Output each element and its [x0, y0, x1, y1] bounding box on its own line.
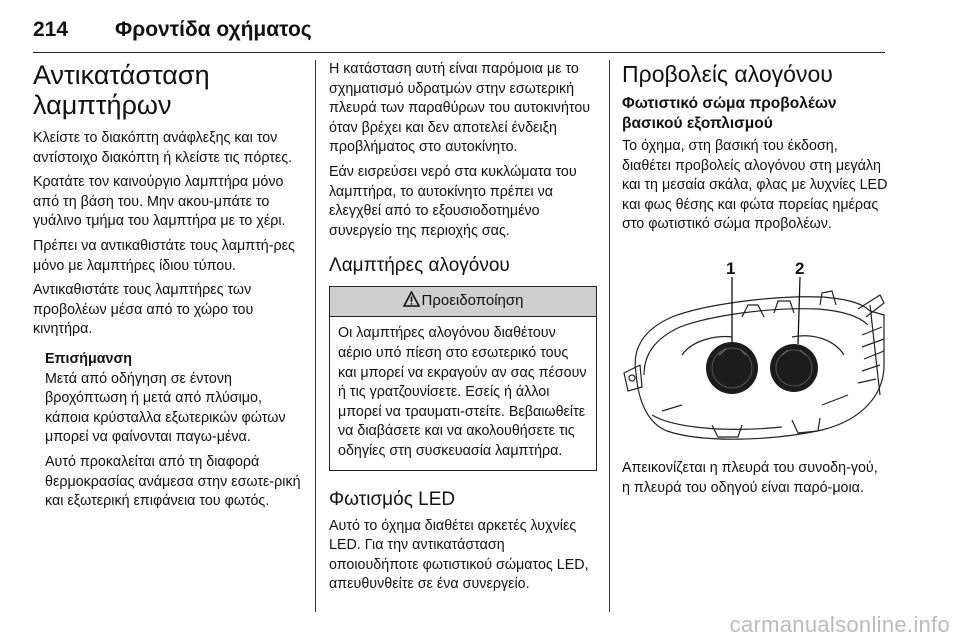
paragraph: Αυτό το όχημα διαθέτει αρκετές λυχνίες LED. Για την αντικατάσταση οποιουδήποτε φωτιστικού σώματος LED, απευθυνθείτε σε ένα συνεργείο.: [329, 517, 589, 593]
headlight-unit-subheading: Φωτιστικό σώμα προβολέων βασικού εξοπλισμού: [622, 95, 837, 132]
warning-box: [329, 286, 597, 470]
halogen-bulbs-heading: Λαμπτήρες αλογόνου: [329, 255, 510, 277]
warning-text: Οι λαμπτήρες αλογόνου διαθέτουν αέριο υπό πίεση στο εσωτερικό τους και μπορεί να εκραγούν αν σας πέσουν ή τις γρατζουνίσετε. Εσείς ή άλλοι μπορεί να τραυματι‐στείτε. Βεβαιωθείτε να διαβάσετε και να ακολουθήσετε τις οδηγίες στη συσκευασία λαμπτήρα.: [338, 325, 587, 459]
column-2: [329, 60, 597, 600]
warning-triangle-icon: [403, 291, 420, 307]
note-paragraph: Μετά από οδήγηση σε έντονη βροχόπτωση ή μετά από πλύσιμο, κάποια κρύσταλλα εξωτερικών φώτων μπορεί να φαίνονται παγω‐μένα.: [45, 370, 286, 446]
paragraph: Κλείστε το διακόπτη ανάφλεξης και τον αντίστοιχο διακόπτη ή κλείστε τις πόρτες.: [33, 130, 293, 166]
figure-caption: Απεικονίζεται η πλευρά του συνοδη‐γού, η πλευρά του οδηγού είναι παρό‐μοια.: [622, 459, 878, 496]
warning-header: [330, 287, 596, 317]
paragraph: Η κατάσταση αυτή είναι παρόμοια με το σχηματισμό υδρατμών στην εσωτερική πλευρά των παραθύρων του αυτοκινήτου όταν βρέχει και δεν αποτελεί ένδειξη προβλήματος στο αυτοκίνητο.: [329, 61, 591, 156]
watermark-text: carmanualsonline.info: [729, 612, 950, 637]
column-3: [622, 60, 888, 503]
paragraph: Πρέπει να αντικαθιστάτε τους λαμπτή‐ρες μόνο με λαμπτήρες ίδιου τύπου.: [33, 237, 295, 274]
column-divider: [609, 60, 610, 612]
callout-label-1: 1: [726, 258, 736, 278]
callout-label-2: 2: [795, 258, 805, 278]
bulb-cap-1: [706, 342, 758, 394]
headlight-figure: [622, 255, 888, 445]
page-number: 214: [33, 18, 69, 41]
bulb-cap-2: [770, 344, 818, 392]
led-lighting-heading: Φωτισμός LED: [329, 488, 456, 510]
halogen-headlights-heading: Προβολείς αλογόνου: [622, 61, 833, 87]
paragraph: Αντικαθιστάτε τους λαμπτήρες των προβολέων μέσα από το χώρο του κινητήρα.: [33, 282, 254, 338]
column-divider: [315, 60, 316, 612]
note-box: [45, 350, 301, 512]
paragraph: Εάν εισρεύσει νερό στα κυκλώματα του λαμπτήρα, το αυτοκίνητο πρέπει να ελεγχθεί από το εξουσιοδοτημένο συνεργείο της περιοχής σας.: [329, 163, 577, 239]
bulb-replacement-heading: Αντικατάσταση λαμπτήρων: [33, 60, 210, 120]
headlight-illustration: [622, 255, 888, 445]
note-paragraph: Αυτό προκαλείται από τη διαφορά θερμοκρασίας ανάμεσα στην εσωτε‐ρική και εξωτερική επιφάνεια του φωτός.: [45, 453, 301, 510]
note-title: Επισήμανση: [45, 350, 132, 367]
column-1: [33, 60, 301, 517]
paragraph: Κρατάτε τον καινούργιο λαμπτήρα μόνο από τη βάση του. Μην ακου‐μπάτε το γυάλινο τμήμα του λαμπτήρα με το χέρι.: [33, 174, 286, 230]
page-header: [33, 18, 885, 53]
paragraph: Το όχημα, στη βασική του έκδοση, διαθέτει προβολείς αλογόνου στη μεγάλη και τη μεσαία σκάλα, φλας με λυχνίες LED και φως θέσης και φώτα πορείας ημέρας στο φωτιστικό σώμα προβολέων.: [622, 138, 888, 233]
section-title: Φροντίδα οχήματος: [115, 18, 312, 41]
warning-title: Προειδοποίηση: [421, 292, 524, 310]
